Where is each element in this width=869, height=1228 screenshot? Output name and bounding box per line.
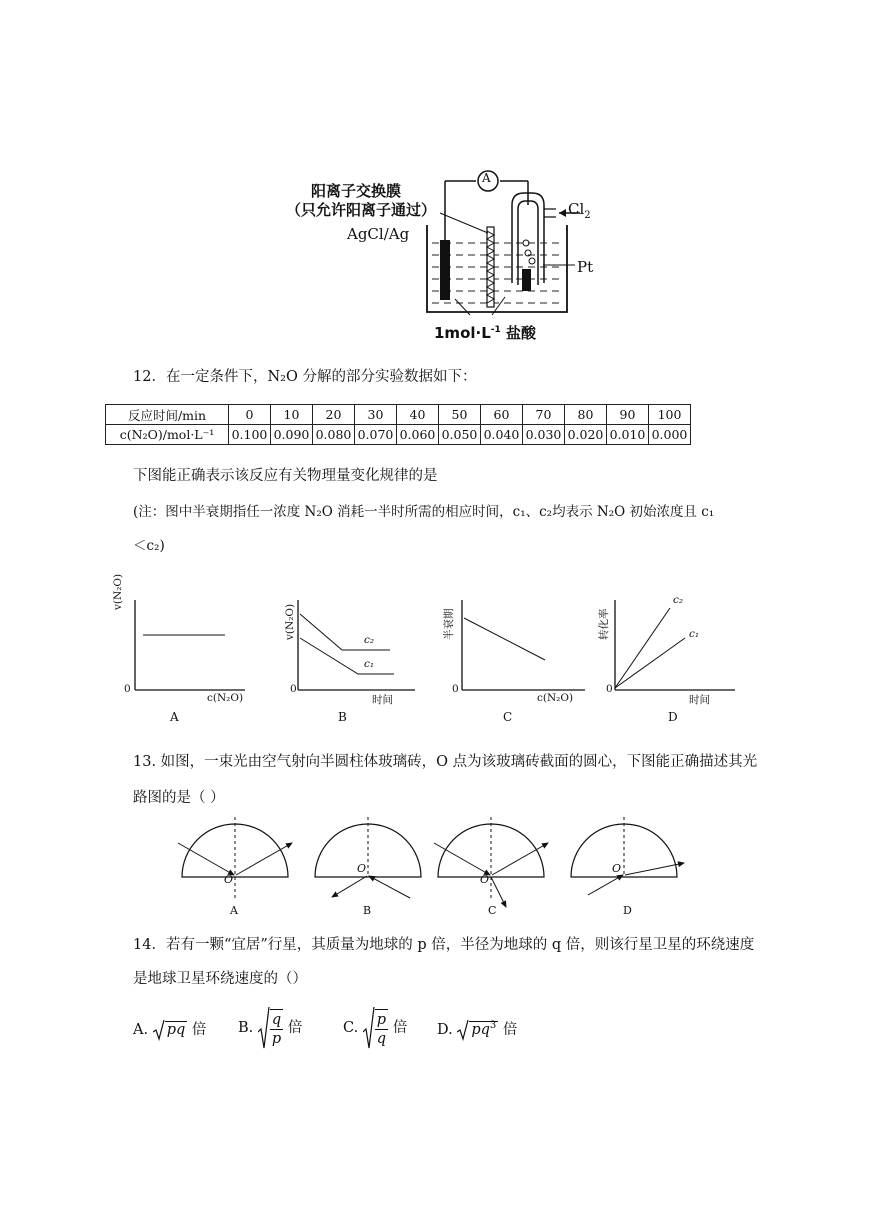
- graph-b-c2-line: [300, 614, 390, 650]
- question-13-text-2: 路图的是（ ）: [133, 790, 225, 806]
- option-a[interactable]: A. pq 倍: [133, 1022, 207, 1038]
- graph-b-xlabel: 时间: [372, 694, 393, 706]
- graph-c-series-line: [464, 618, 545, 660]
- agcl-electrode: [440, 240, 450, 300]
- question-12-prompt: 下图能正确表示该反应有关物理量变化规律的是: [133, 468, 438, 484]
- graph-d-c2-line: [615, 608, 670, 688]
- table-header-time: 反应时间/min: [106, 405, 229, 425]
- graph-b-letter: B: [338, 710, 347, 724]
- graph-c-ylabel: 半衰期: [443, 608, 455, 640]
- graph-d-ylabel: 转化率: [598, 608, 610, 640]
- graph-d: [600, 590, 740, 720]
- option-d[interactable]: D. $pq^3$ 倍: [437, 1020, 518, 1038]
- light-b-point: O: [357, 862, 367, 875]
- light-figure-d: [571, 817, 684, 895]
- membrane-note: （只允许阳离子通过）: [286, 201, 437, 219]
- question-12-note-2: ＜c₂): [133, 538, 165, 554]
- membrane-label: 阳离子交换膜: [311, 182, 402, 200]
- table-row: 反应时间/min 0 10 20 30 40 50 60 70 80 90 100: [106, 405, 691, 425]
- light-b-letter: B: [363, 904, 372, 917]
- light-figure-b: [315, 817, 421, 898]
- graph-c-xlabel: c(N₂O): [537, 692, 574, 704]
- option-c[interactable]: C. $\frac{p}{q}$ 倍: [343, 1006, 407, 1050]
- pt-electrode: [522, 269, 531, 291]
- gas-label: $Cl_2$: [568, 200, 591, 221]
- option-b[interactable]: B. $\frac{q}{p}$ 倍: [238, 1006, 302, 1050]
- light-a-letter: A: [230, 904, 238, 917]
- graph-a-ylabel: v(N₂O): [112, 573, 124, 610]
- question-13-text-1: 13. 如图，一束光由空气射向半圆柱体玻璃砖，O 点为该玻璃砖截面的圆心，下图能正确描述其光: [133, 754, 758, 770]
- left-electrode-label: AgCl/Ag: [347, 225, 410, 243]
- light-figure-a: [178, 817, 292, 900]
- electrolyte-label: $1mol\cdot L^{-1}$ 盐酸: [434, 324, 537, 342]
- question-14-text-2: 是地球卫星环绕速度的（）: [133, 971, 307, 987]
- graph-b-c1-line: [300, 638, 394, 674]
- graph-c-origin: 0: [452, 683, 459, 695]
- graph-b-c2: c₂: [364, 634, 375, 646]
- question-12-note-1: (注：图中半衰期指任一浓度 N₂O 消耗一半时所需的相应时间，c₁、c₂均表示 N₂O 初始浓度且 c₁: [133, 504, 715, 520]
- graph-d-origin: 0: [606, 683, 613, 695]
- graph-d-c1: c₁: [689, 628, 700, 640]
- graph-a-xlabel: c(N₂O): [207, 692, 244, 704]
- light-c-letter: C: [488, 904, 497, 917]
- question-14-text-1: 14．若有一颗“宜居”行星，其质量为地球的 p 倍，半径为地球的 q 倍，则该行星卫星的环绕速度: [133, 937, 755, 953]
- graph-d-xlabel: 时间: [689, 694, 710, 706]
- graph-a-letter: A: [170, 710, 179, 724]
- table-row: c(N₂O)/mol·L⁻¹ 0.100 0.090 0.080 0.070 0.060 0.050 0.040 0.030 0.020 0.010 0.000: [106, 425, 691, 445]
- graph-d-letter: D: [668, 710, 678, 724]
- right-electrode-label: Pt: [577, 258, 594, 276]
- light-d-point: O: [612, 862, 622, 875]
- graph-b-origin: 0: [290, 683, 297, 695]
- exchange-membrane: [487, 227, 494, 307]
- graph-c-letter: C: [503, 710, 513, 724]
- graph-a-origin: 0: [124, 683, 131, 695]
- table-header-conc: c(N₂O)/mol·L⁻¹: [106, 425, 229, 445]
- graph-b-c1: c₁: [364, 658, 375, 670]
- light-a-point: O: [224, 873, 234, 886]
- graph-b-ylabel: v(N₂O): [284, 603, 296, 640]
- ammeter-label: A: [482, 171, 491, 185]
- light-c-point: O: [480, 873, 490, 886]
- graph-b: [280, 590, 420, 720]
- graph-d-c2: c₂: [673, 594, 684, 606]
- light-d-letter: D: [623, 904, 632, 917]
- question-12-text: 12．在一定条件下，N₂O 分解的部分实验数据如下：: [133, 369, 477, 385]
- graph-d-c1-line: [615, 638, 685, 688]
- n2o-data-table: [105, 404, 691, 445]
- light-figure-c: [434, 817, 548, 907]
